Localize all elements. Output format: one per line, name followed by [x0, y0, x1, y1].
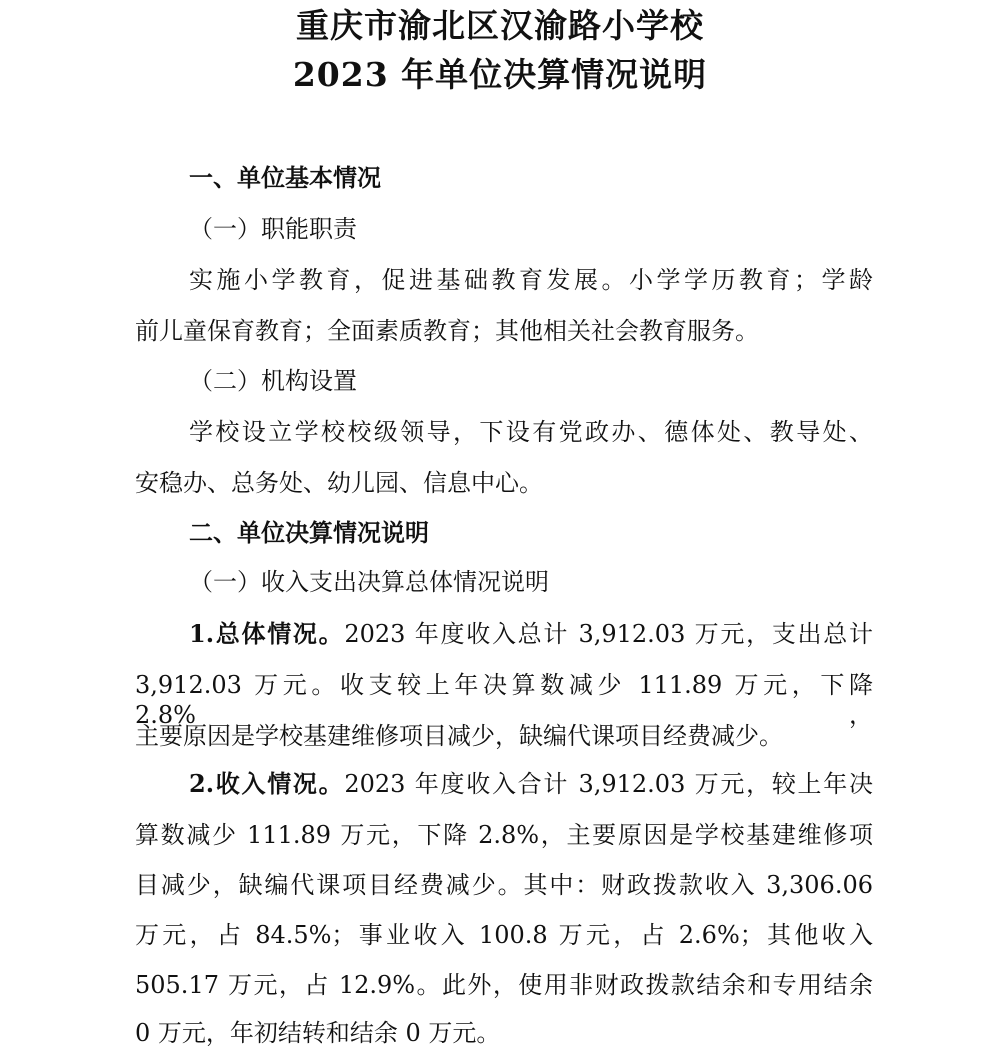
paragraph-line: 0 万元，年初结转和结余 0 万元。 — [135, 1019, 501, 1047]
subheading-functions: （一）职能职责 — [189, 215, 357, 243]
paragraph-line: 505.17 万元，占 12.9%。此外，使用非财政拨款结余和专用结余 — [135, 971, 873, 999]
paragraph-line: 主要原因是学校基建维修项目减少，缺编代课项目经费减少。 — [135, 722, 783, 750]
paragraph-line: 实施小学教育，促进基础教育发展。小学学历教育；学龄 — [189, 266, 873, 294]
section-heading-basic-info: 一、单位基本情况 — [189, 163, 381, 192]
paragraph-line: 万元，占 84.5%；事业收入 100.8 万元，占 2.6%；其他收入 — [135, 921, 873, 949]
paragraph-line — [189, 769, 873, 799]
paragraph-text: 2023 年度收入合计 3,912.03 万元，较上年决 — [344, 770, 873, 798]
section-heading-final-accounts: 二、单位决算情况说明 — [189, 518, 429, 547]
paragraph-line: 算数减少 111.89 万元，下降 2.8%，主要原因是学校基建维修项 — [135, 821, 873, 849]
paragraph-line: 学校设立学校校级领导，下设有党政办、德体处、教导处、 — [189, 418, 873, 446]
paragraph-line: 目减少，缺编代课项目经费减少。其中：财政拨款收入 3,306.06 — [135, 871, 873, 899]
paragraph-line: 前儿童保育教育；全面素质教育；其他相关社会教育服务。 — [135, 317, 759, 345]
paragraph-line: 3,912.03 万元。收支较上年决算数减少 111.89 万元，下降 2.8%， — [135, 671, 873, 729]
paragraph-label-income: 2.收入情况。 — [189, 769, 345, 798]
subheading-income-expense-overview: （一）收入支出决算总体情况说明 — [189, 568, 549, 596]
document-title-line-1: 重庆市渝北区汉渝路小学校 — [296, 6, 704, 45]
paragraph-text: 2023 年度收入总计 3,912.03 万元，支出总计 — [344, 620, 873, 648]
document-title-line-2: 2023 年单位决算情况说明 — [292, 55, 708, 94]
paragraph-line: 安稳办、总务处、幼儿园、信息中心。 — [135, 469, 543, 497]
subheading-organization: （二）机构设置 — [189, 367, 357, 395]
paragraph-label-overall: 1.总体情况。 — [189, 619, 345, 648]
paragraph-line — [189, 619, 873, 649]
